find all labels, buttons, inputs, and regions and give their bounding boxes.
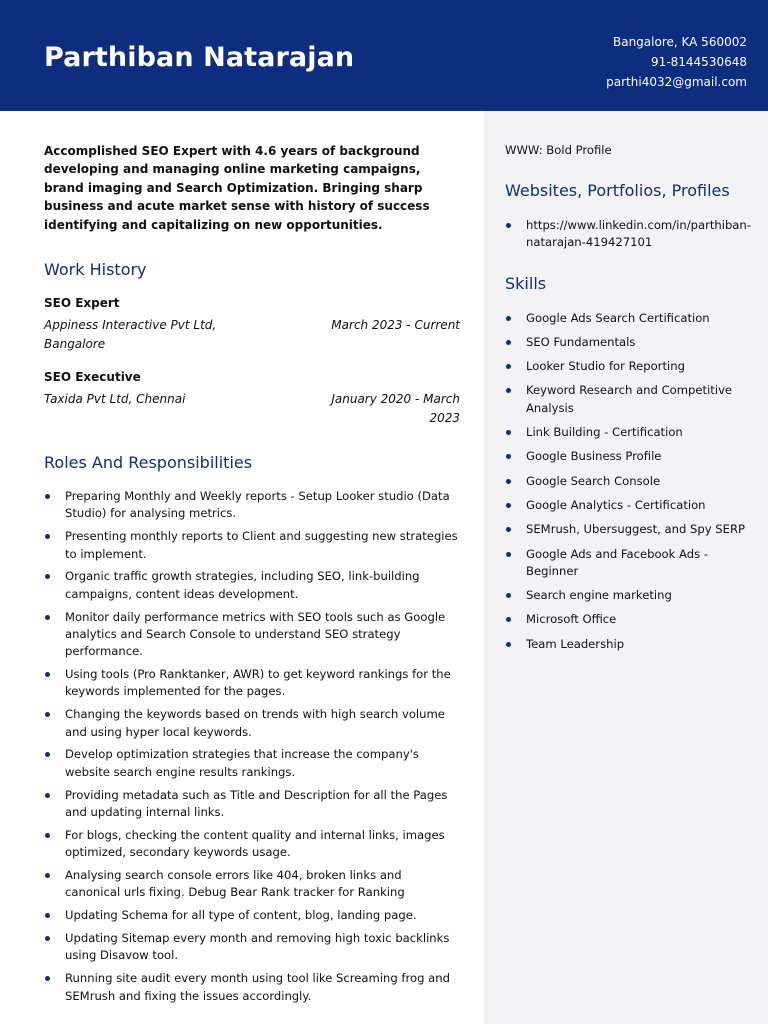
main-column <box>44 142 460 1010</box>
skill-item: Google Business Profile <box>505 448 750 465</box>
phone[interactable]: 91-8144530648 <box>651 55 747 69</box>
job-title: SEO Executive <box>44 370 141 385</box>
job-entry <box>44 368 460 427</box>
skill-item: Search engine marketing <box>505 587 750 604</box>
skill-item: Link Building - Certification <box>505 424 750 441</box>
skill-item: SEO Fundamentals <box>505 334 750 351</box>
job-dates: January 2020 - March 2023 <box>331 392 460 425</box>
job-company: Appiness Interactive Pvt Ltd, Bangalore <box>44 318 217 351</box>
skill-item: Google Search Console <box>505 473 750 490</box>
job-entry <box>44 294 460 353</box>
list-item: Preparing Monthly and Weekly reports - Setup Looker studio (Data Studio) for analysing metrics. <box>44 488 460 523</box>
candidate-name: Parthiban Natarajan <box>44 42 355 73</box>
location: Bangalore, KA 560002 <box>612 35 747 49</box>
job-company: Taxida Pvt Ltd, Chennai <box>44 392 186 407</box>
skill-item: Team Leadership <box>505 636 750 653</box>
list-item: Updating Sitemap every month and removing high toxic backlinks using Disavow tool. <box>44 930 460 965</box>
skill-item: Microsoft Office <box>505 611 750 628</box>
skills-list <box>505 310 750 653</box>
contact-info <box>606 32 747 92</box>
skill-item: Google Ads and Facebook Ads - Beginner <box>505 546 750 581</box>
list-item: For blogs, checking the content quality and internal links, images optimized, secondary keywords usage. <box>44 827 460 862</box>
job-details <box>44 390 460 427</box>
skills-heading: Skills <box>505 273 547 293</box>
list-item: Changing the keywords based on trends with high search volume and using hyper local keywords. <box>44 706 460 741</box>
websites-list <box>505 217 750 252</box>
skill-item: SEMrush, Ubersuggest, and Spy SERP <box>505 521 750 538</box>
list-item: Providing metadata such as Title and Description for all the Pages and updating internal links. <box>44 787 460 822</box>
list-item: Organic traffic growth strategies, including SEO, link-building campaigns, content ideas development. <box>44 568 460 603</box>
email[interactable]: parthi4032@gmail.com <box>606 75 747 89</box>
list-item: Analysing search console errors like 404, broken links and canonical urls fixing. Debug Bear Rank tracker for Ranking <box>44 867 460 902</box>
list-item: Presenting monthly reports to Client and suggesting new strategies to implement. <box>44 528 460 563</box>
linkedin-link[interactable]: https://www.linkedin.com/in/parthiban-natarajan-419427101 <box>505 217 750 252</box>
job-dates: March 2023 - Current <box>331 318 460 333</box>
job-details <box>44 316 460 353</box>
professional-summary: Accomplished SEO Expert with 4.6 years of background developing and managing online marketing campaigns, brand imaging and Search Optimization. Bringing sharp business and acute market sense with history of success identifying and capitalizing on new opportunities. <box>44 144 430 232</box>
websites-heading: Websites, Portfolios, Profiles <box>505 181 730 200</box>
sidebar-content <box>505 142 750 660</box>
list-item: Develop optimization strategies that increase the company's website search engine results rankings. <box>44 746 460 781</box>
list-item: Using tools (Pro Ranktanker, AWR) to get keyword rankings for the keywords implemented for the pages. <box>44 666 460 701</box>
skill-item: Google Analytics - Certification <box>505 497 750 514</box>
list-item: Running site audit every month using tool like Screaming frog and SEMrush and fixing the issues accordingly. <box>44 970 460 1005</box>
list-item: Updating Schema for all type of content, blog, landing page. <box>44 907 460 924</box>
skill-item: Google Ads Search Certification <box>505 310 750 327</box>
www-profile: WWW: Bold Profile <box>505 143 612 157</box>
resume-header <box>0 0 768 111</box>
work-history-heading: Work History <box>44 260 147 280</box>
job-title: SEO Expert <box>44 296 120 311</box>
list-item: Monitor daily performance metrics with SEO tools such as Google analytics and Search Console to understand SEO strategy performance. <box>44 609 460 661</box>
skill-item: Looker Studio for Reporting <box>505 358 750 375</box>
roles-list <box>44 488 460 1005</box>
roles-heading: Roles And Responsibilities <box>44 453 253 473</box>
skill-item: Keyword Research and Competitive Analysis <box>505 382 750 417</box>
